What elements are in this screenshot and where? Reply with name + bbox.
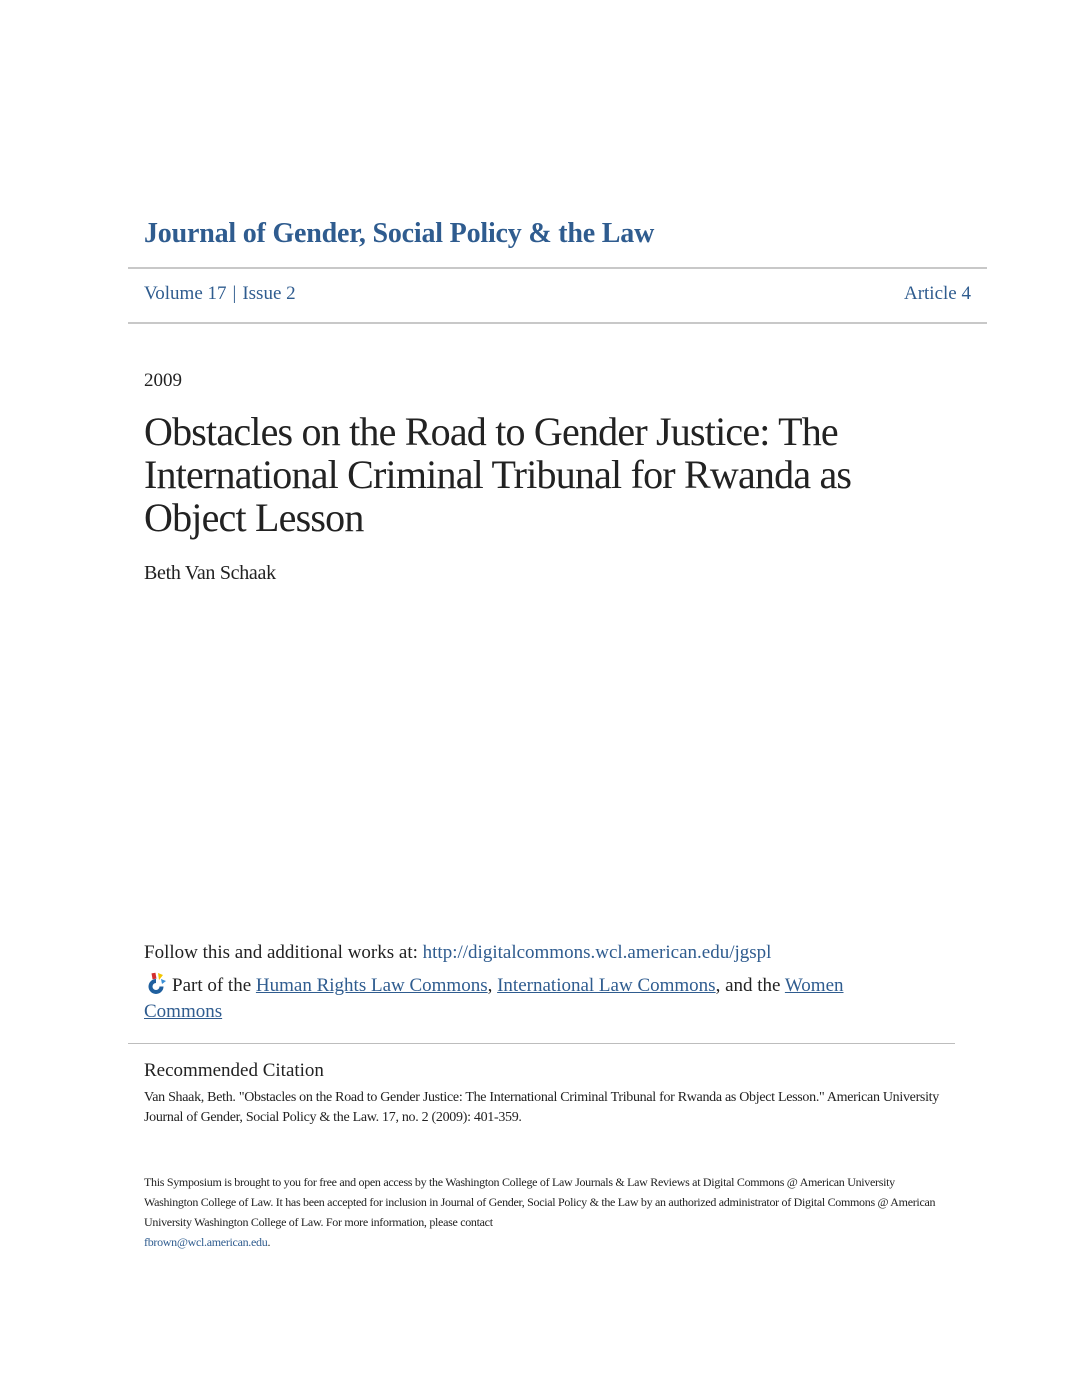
publication-year: 2009	[144, 370, 182, 391]
article-title: Obstacles on the Road to Gender Justice: The International Criminal Tribunal for Rwanda as Object Lesson	[144, 409, 852, 540]
human-rights-law-commons-link[interactable]: Human Rights Law Commons	[255, 975, 488, 996]
international-law-commons-link[interactable]: International Law Commons	[497, 975, 716, 996]
follow-line	[144, 942, 771, 964]
citation-text: Van Shaak, Beth. "Obstacles on the Road to Gender Justice: The International Criminal Tribunal for Rwanda as Object Lesson." American University Journal of Gender, Social Policy & the Law. 17, no. 2 (2009): 401-359.	[144, 1090, 939, 1125]
part-of-commons	[144, 972, 904, 1025]
citation-divider	[128, 1043, 955, 1044]
journal-title-link[interactable]: Journal of Gender, Social Policy & the Law	[144, 218, 655, 249]
part-of-label: Part of the	[172, 975, 256, 996]
notice-text: This Symposium is brought to you for free and open access by the Washington College of Law Journals & Law Reviews at Digital Commons @ American University Washington College of Law. It has been accepted for inclusion in Journal of Gender, Social Policy & the Law by an authorized administrator of Digital Commons @ American University Washington College of Law. For more information, please contact	[144, 1175, 936, 1229]
notice-end: .	[267, 1235, 271, 1249]
issue-link[interactable]: Issue 2	[242, 283, 296, 304]
article-number-link[interactable]: Article 4	[903, 283, 971, 304]
author-name: Beth Van Schaak	[144, 562, 276, 584]
women-commons-link[interactable]: Women Commons	[144, 975, 844, 1022]
header-divider-bottom	[128, 322, 987, 324]
follow-label: Follow this and additional works at:	[144, 942, 423, 963]
contact-email-link[interactable]: fbrown@wcl.american.edu	[144, 1235, 268, 1249]
access-notice	[144, 1172, 944, 1252]
comma: ,	[487, 975, 498, 996]
volume-issue-line	[144, 283, 296, 305]
recommended-citation-heading: Recommended Citation	[144, 1060, 324, 1081]
separator: |	[232, 283, 237, 304]
and-the-label: , and the	[715, 975, 785, 996]
header-divider-top	[128, 267, 987, 269]
bepress-commons-icon	[144, 972, 168, 994]
follow-url-link[interactable]: http://digitalcommons.wcl.american.edu/jgspl	[422, 942, 772, 963]
volume-link[interactable]: Volume 17	[144, 283, 227, 304]
